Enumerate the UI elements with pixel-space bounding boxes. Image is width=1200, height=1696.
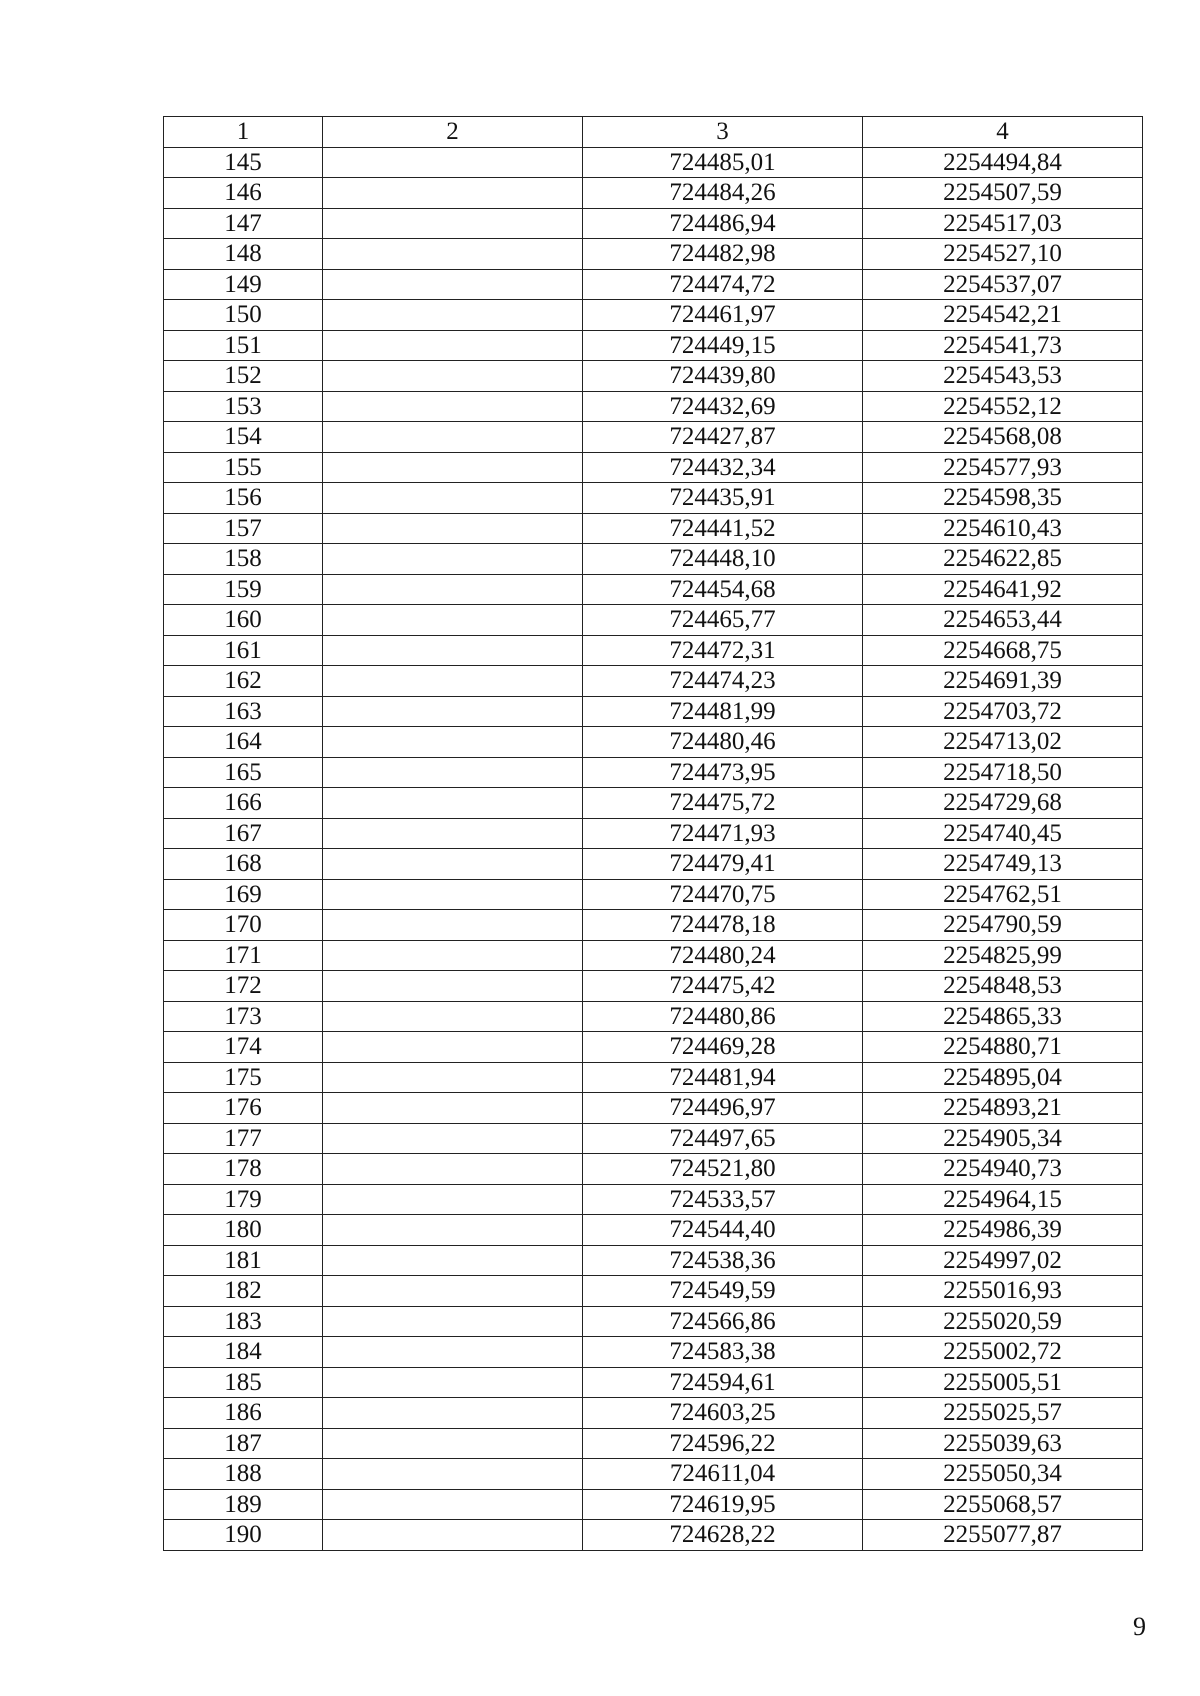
header-col-3: 3	[583, 117, 863, 148]
coordinate-y-cell: 2254543,53	[863, 361, 1143, 392]
row-number-cell: 182	[164, 1276, 323, 1307]
table-row	[164, 239, 1143, 270]
table-row	[164, 1245, 1143, 1276]
coordinate-y-cell: 2254641,92	[863, 574, 1143, 605]
column-2-cell	[323, 452, 583, 483]
coordinate-x-cell: 724427,87	[583, 422, 863, 453]
column-2-cell	[323, 1276, 583, 1307]
table-header	[164, 117, 1143, 148]
column-2-cell	[323, 513, 583, 544]
table-row	[164, 879, 1143, 910]
row-number-cell: 148	[164, 239, 323, 270]
row-number-cell: 169	[164, 879, 323, 910]
table-row	[164, 544, 1143, 575]
coordinate-x-cell: 724470,75	[583, 879, 863, 910]
column-2-cell	[323, 971, 583, 1002]
column-2-cell	[323, 574, 583, 605]
coordinate-y-cell: 2254749,13	[863, 849, 1143, 880]
table-body	[164, 147, 1143, 1550]
coordinate-y-cell: 2254729,68	[863, 788, 1143, 819]
row-number-cell: 180	[164, 1215, 323, 1246]
coordinate-x-cell: 724478,18	[583, 910, 863, 941]
coordinate-x-cell: 724486,94	[583, 208, 863, 239]
row-number-cell: 181	[164, 1245, 323, 1276]
row-number-cell: 188	[164, 1459, 323, 1490]
table-row	[164, 971, 1143, 1002]
coordinate-y-cell: 2255005,51	[863, 1367, 1143, 1398]
table-row	[164, 605, 1143, 636]
column-2-cell	[323, 788, 583, 819]
table-row	[164, 788, 1143, 819]
column-2-cell	[323, 1215, 583, 1246]
column-2-cell	[323, 391, 583, 422]
coordinate-y-cell: 2254610,43	[863, 513, 1143, 544]
row-number-cell: 162	[164, 666, 323, 697]
table-row	[164, 1215, 1143, 1246]
coordinate-x-cell: 724454,68	[583, 574, 863, 605]
table-row	[164, 818, 1143, 849]
row-number-cell: 166	[164, 788, 323, 819]
table-row	[164, 1154, 1143, 1185]
coordinate-x-cell: 724603,25	[583, 1398, 863, 1429]
table-row	[164, 1489, 1143, 1520]
column-2-cell	[323, 727, 583, 758]
row-number-cell: 190	[164, 1520, 323, 1551]
column-2-cell	[323, 879, 583, 910]
coordinate-x-cell: 724628,22	[583, 1520, 863, 1551]
table-row	[164, 208, 1143, 239]
table-row	[164, 1337, 1143, 1368]
column-2-cell	[323, 940, 583, 971]
row-number-cell: 164	[164, 727, 323, 758]
coordinate-y-cell: 2255039,63	[863, 1428, 1143, 1459]
table-row	[164, 1032, 1143, 1063]
table-row	[164, 1520, 1143, 1551]
table-row	[164, 391, 1143, 422]
table-row	[164, 849, 1143, 880]
column-2-cell	[323, 1306, 583, 1337]
coordinate-y-cell: 2255025,57	[863, 1398, 1143, 1429]
table-row	[164, 1093, 1143, 1124]
coordinate-x-cell: 724439,80	[583, 361, 863, 392]
coordinate-y-cell: 2254703,72	[863, 696, 1143, 727]
table-row	[164, 666, 1143, 697]
column-2-cell	[323, 818, 583, 849]
coordinate-y-cell: 2254507,59	[863, 178, 1143, 209]
coordinate-x-cell: 724594,61	[583, 1367, 863, 1398]
column-2-cell	[323, 1489, 583, 1520]
column-2-cell	[323, 605, 583, 636]
coordinate-y-cell: 2254848,53	[863, 971, 1143, 1002]
column-2-cell	[323, 757, 583, 788]
coordinate-y-cell: 2255068,57	[863, 1489, 1143, 1520]
coordinate-y-cell: 2254537,07	[863, 269, 1143, 300]
table-row	[164, 940, 1143, 971]
column-2-cell	[323, 1093, 583, 1124]
coordinate-x-cell: 724441,52	[583, 513, 863, 544]
row-number-cell: 177	[164, 1123, 323, 1154]
row-number-cell: 149	[164, 269, 323, 300]
header-col-1: 1	[164, 117, 323, 148]
coordinate-x-cell: 724474,72	[583, 269, 863, 300]
coordinate-x-cell: 724479,41	[583, 849, 863, 880]
coordinate-x-cell: 724482,98	[583, 239, 863, 270]
column-2-cell	[323, 696, 583, 727]
row-number-cell: 160	[164, 605, 323, 636]
table-row	[164, 1428, 1143, 1459]
row-number-cell: 172	[164, 971, 323, 1002]
coordinate-y-cell: 2255050,34	[863, 1459, 1143, 1490]
coordinate-y-cell: 2254740,45	[863, 818, 1143, 849]
coordinate-y-cell: 2255016,93	[863, 1276, 1143, 1307]
row-number-cell: 170	[164, 910, 323, 941]
row-number-cell: 154	[164, 422, 323, 453]
coordinate-x-cell: 724481,94	[583, 1062, 863, 1093]
column-2-cell	[323, 1123, 583, 1154]
coordinate-y-cell: 2254825,99	[863, 940, 1143, 971]
column-2-cell	[323, 666, 583, 697]
header-row	[164, 117, 1143, 148]
row-number-cell: 168	[164, 849, 323, 880]
row-number-cell: 159	[164, 574, 323, 605]
table-row	[164, 1184, 1143, 1215]
coordinate-x-cell: 724480,46	[583, 727, 863, 758]
coordinate-x-cell: 724480,24	[583, 940, 863, 971]
table-row	[164, 1123, 1143, 1154]
coordinate-y-cell: 2254653,44	[863, 605, 1143, 636]
coordinate-x-cell: 724475,42	[583, 971, 863, 1002]
table-row	[164, 178, 1143, 209]
row-number-cell: 150	[164, 300, 323, 331]
page-number: 9	[1133, 1612, 1146, 1641]
row-number-cell: 187	[164, 1428, 323, 1459]
row-number-cell: 179	[164, 1184, 323, 1215]
coordinate-y-cell: 2254893,21	[863, 1093, 1143, 1124]
coordinates-table	[163, 116, 1143, 1551]
coordinate-y-cell: 2255002,72	[863, 1337, 1143, 1368]
column-2-cell	[323, 239, 583, 270]
row-number-cell: 147	[164, 208, 323, 239]
table-row	[164, 483, 1143, 514]
row-number-cell: 157	[164, 513, 323, 544]
table-row	[164, 1459, 1143, 1490]
coordinate-y-cell: 2254940,73	[863, 1154, 1143, 1185]
coordinate-y-cell: 2254568,08	[863, 422, 1143, 453]
coordinate-y-cell: 2255077,87	[863, 1520, 1143, 1551]
column-2-cell	[323, 269, 583, 300]
row-number-cell: 153	[164, 391, 323, 422]
column-2-cell	[323, 178, 583, 209]
column-2-cell	[323, 1398, 583, 1429]
coordinate-y-cell: 2254997,02	[863, 1245, 1143, 1276]
coordinate-x-cell: 724549,59	[583, 1276, 863, 1307]
row-number-cell: 173	[164, 1001, 323, 1032]
coordinate-y-cell: 2254517,03	[863, 208, 1143, 239]
coordinate-x-cell: 724497,65	[583, 1123, 863, 1154]
column-2-cell	[323, 422, 583, 453]
row-number-cell: 145	[164, 147, 323, 178]
row-number-cell: 146	[164, 178, 323, 209]
column-2-cell	[323, 300, 583, 331]
column-2-cell	[323, 1154, 583, 1185]
coordinate-x-cell: 724432,69	[583, 391, 863, 422]
row-number-cell: 163	[164, 696, 323, 727]
coordinate-y-cell: 2254880,71	[863, 1032, 1143, 1063]
table-row	[164, 574, 1143, 605]
row-number-cell: 185	[164, 1367, 323, 1398]
row-number-cell: 151	[164, 330, 323, 361]
coordinate-x-cell: 724481,99	[583, 696, 863, 727]
coordinate-x-cell: 724619,95	[583, 1489, 863, 1520]
coordinate-x-cell: 724480,86	[583, 1001, 863, 1032]
table-row	[164, 422, 1143, 453]
table-row	[164, 1367, 1143, 1398]
coordinate-x-cell: 724521,80	[583, 1154, 863, 1185]
table-row	[164, 757, 1143, 788]
coordinate-y-cell: 2254790,59	[863, 910, 1143, 941]
coordinate-x-cell: 724533,57	[583, 1184, 863, 1215]
column-2-cell	[323, 1367, 583, 1398]
row-number-cell: 176	[164, 1093, 323, 1124]
coordinate-x-cell: 724472,31	[583, 635, 863, 666]
table-row	[164, 452, 1143, 483]
coordinate-y-cell: 2254713,02	[863, 727, 1143, 758]
row-number-cell: 189	[164, 1489, 323, 1520]
coordinate-x-cell: 724448,10	[583, 544, 863, 575]
column-2-cell	[323, 1520, 583, 1551]
column-2-cell	[323, 483, 583, 514]
row-number-cell: 156	[164, 483, 323, 514]
table-row	[164, 910, 1143, 941]
coordinate-x-cell: 724611,04	[583, 1459, 863, 1490]
coordinate-x-cell: 724583,38	[583, 1337, 863, 1368]
coordinate-x-cell: 724538,36	[583, 1245, 863, 1276]
column-2-cell	[323, 1428, 583, 1459]
coordinate-x-cell: 724435,91	[583, 483, 863, 514]
table-row	[164, 1306, 1143, 1337]
row-number-cell: 175	[164, 1062, 323, 1093]
table-row	[164, 300, 1143, 331]
coordinate-x-cell: 724471,93	[583, 818, 863, 849]
table-row	[164, 727, 1143, 758]
coordinate-y-cell: 2254622,85	[863, 544, 1143, 575]
column-2-cell	[323, 147, 583, 178]
table-row	[164, 269, 1143, 300]
column-2-cell	[323, 1337, 583, 1368]
coordinate-y-cell: 2254865,33	[863, 1001, 1143, 1032]
coordinate-y-cell: 2254895,04	[863, 1062, 1143, 1093]
coordinate-y-cell: 2254668,75	[863, 635, 1143, 666]
coordinate-x-cell: 724432,34	[583, 452, 863, 483]
table-row	[164, 330, 1143, 361]
coordinate-x-cell: 724461,97	[583, 300, 863, 331]
coordinate-x-cell: 724449,15	[583, 330, 863, 361]
coordinate-y-cell: 2254986,39	[863, 1215, 1143, 1246]
coordinate-y-cell: 2254541,73	[863, 330, 1143, 361]
row-number-cell: 184	[164, 1337, 323, 1368]
table-row	[164, 1398, 1143, 1429]
row-number-cell: 167	[164, 818, 323, 849]
coordinate-y-cell: 2255020,59	[863, 1306, 1143, 1337]
table-row	[164, 513, 1143, 544]
column-2-cell	[323, 1245, 583, 1276]
row-number-cell: 186	[164, 1398, 323, 1429]
column-2-cell	[323, 849, 583, 880]
coordinate-y-cell: 2254552,12	[863, 391, 1143, 422]
coordinate-x-cell: 724496,97	[583, 1093, 863, 1124]
coordinate-x-cell: 724473,95	[583, 757, 863, 788]
column-2-cell	[323, 361, 583, 392]
coordinate-y-cell: 2254718,50	[863, 757, 1143, 788]
column-2-cell	[323, 910, 583, 941]
row-number-cell: 161	[164, 635, 323, 666]
column-2-cell	[323, 330, 583, 361]
row-number-cell: 155	[164, 452, 323, 483]
coordinate-x-cell: 724469,28	[583, 1032, 863, 1063]
coordinate-x-cell: 724485,01	[583, 147, 863, 178]
table-row	[164, 147, 1143, 178]
header-col-2: 2	[323, 117, 583, 148]
coordinate-x-cell: 724484,26	[583, 178, 863, 209]
column-2-cell	[323, 635, 583, 666]
coordinate-y-cell: 2254527,10	[863, 239, 1143, 270]
coordinate-x-cell: 724475,72	[583, 788, 863, 819]
row-number-cell: 165	[164, 757, 323, 788]
row-number-cell: 171	[164, 940, 323, 971]
row-number-cell: 158	[164, 544, 323, 575]
column-2-cell	[323, 208, 583, 239]
column-2-cell	[323, 1001, 583, 1032]
row-number-cell: 152	[164, 361, 323, 392]
coordinate-y-cell: 2254905,34	[863, 1123, 1143, 1154]
table-row	[164, 696, 1143, 727]
row-number-cell: 183	[164, 1306, 323, 1337]
column-2-cell	[323, 1184, 583, 1215]
column-2-cell	[323, 1032, 583, 1063]
column-2-cell	[323, 1459, 583, 1490]
table-row	[164, 361, 1143, 392]
coordinate-y-cell: 2254542,21	[863, 300, 1143, 331]
table-row	[164, 1276, 1143, 1307]
coordinate-y-cell: 2254577,93	[863, 452, 1143, 483]
coordinate-x-cell: 724566,86	[583, 1306, 863, 1337]
coordinate-x-cell: 724474,23	[583, 666, 863, 697]
coordinate-x-cell: 724465,77	[583, 605, 863, 636]
table-row	[164, 635, 1143, 666]
coordinate-y-cell: 2254964,15	[863, 1184, 1143, 1215]
coordinate-x-cell: 724596,22	[583, 1428, 863, 1459]
column-2-cell	[323, 1062, 583, 1093]
column-2-cell	[323, 544, 583, 575]
coordinate-y-cell: 2254494,84	[863, 147, 1143, 178]
row-number-cell: 174	[164, 1032, 323, 1063]
coordinate-x-cell: 724544,40	[583, 1215, 863, 1246]
coordinate-y-cell: 2254762,51	[863, 879, 1143, 910]
table-row	[164, 1001, 1143, 1032]
header-col-4: 4	[863, 117, 1143, 148]
coordinate-y-cell: 2254598,35	[863, 483, 1143, 514]
coordinate-y-cell: 2254691,39	[863, 666, 1143, 697]
row-number-cell: 178	[164, 1154, 323, 1185]
table-row	[164, 1062, 1143, 1093]
